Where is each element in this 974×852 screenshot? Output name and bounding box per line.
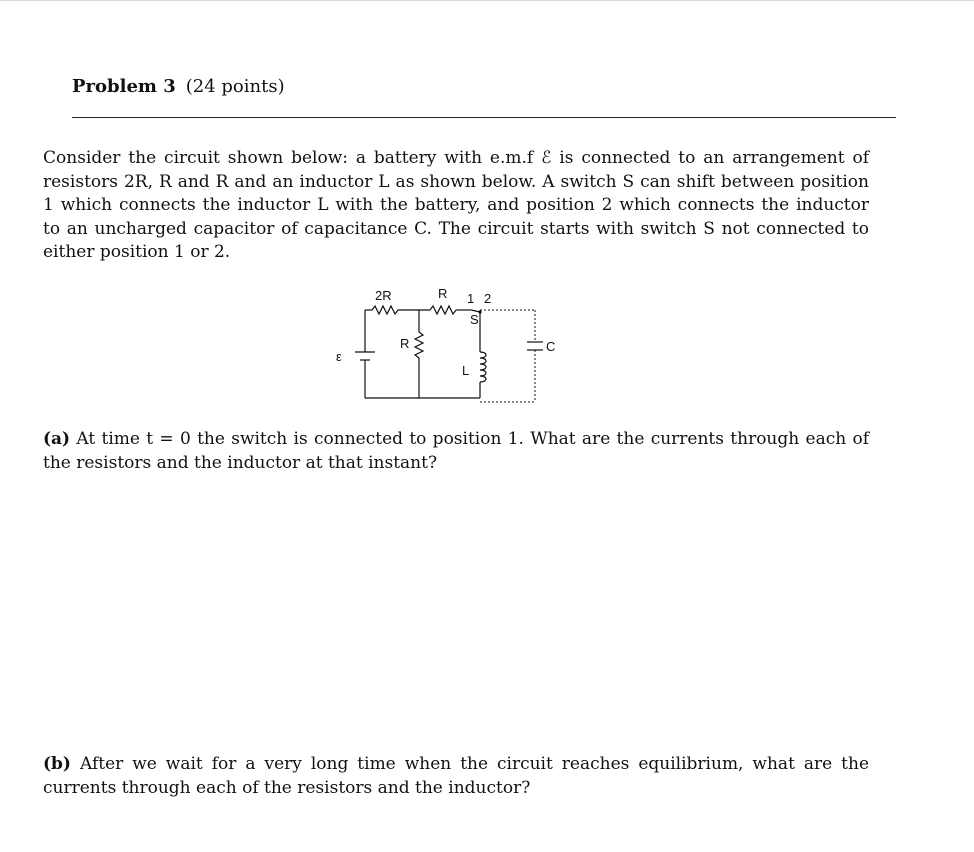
page-top-border	[0, 0, 974, 1]
resistor-2r	[372, 306, 398, 314]
label-switch: S	[470, 312, 479, 327]
problem-header	[72, 76, 285, 97]
part-a-label: (a)	[43, 429, 71, 449]
label-capacitor: C	[546, 339, 556, 354]
inductor-coil	[480, 352, 486, 382]
label-r-middle: R	[400, 336, 410, 351]
circuit-diagram	[330, 282, 570, 408]
part-b-label: (b)	[43, 754, 71, 774]
problem-points: (24 points)	[185, 76, 285, 97]
label-2r: 2R	[375, 288, 392, 303]
problem-title: Problem 3	[72, 76, 176, 97]
problem-intro: Consider the circuit shown below: a battery with e.m.f ℰ is connected to an arrangement of resistors 2R, R and R and an inductor L as shown below. A switch S can shift between position 1 which connects the inductor L with the battery, and position 2 which connects the inductor to an uncharged capacitor of capacitance C. The circuit starts with switch S not connected to either position 1 or 2.	[43, 148, 869, 263]
part-b	[43, 753, 869, 800]
part-a-text: At time t = 0 the switch is connected to position 1. What are the currents through each of the resistors and the inductor at that instant?	[43, 429, 869, 473]
label-inductor: L	[462, 363, 470, 378]
resistor-r-top	[430, 306, 456, 314]
label-r-top: R	[438, 286, 448, 301]
label-emf: ε	[336, 349, 342, 364]
label-position-1: 1	[467, 291, 475, 306]
switch-terminal-1	[478, 310, 481, 313]
part-b-text: After we wait for a very long time when the circuit reaches equilibrium, what are the currents through each of the resistors and the inductor?	[43, 754, 869, 798]
label-position-2: 2	[484, 291, 492, 306]
header-divider	[72, 117, 896, 118]
part-a	[43, 428, 869, 475]
resistor-r-middle	[415, 332, 423, 358]
